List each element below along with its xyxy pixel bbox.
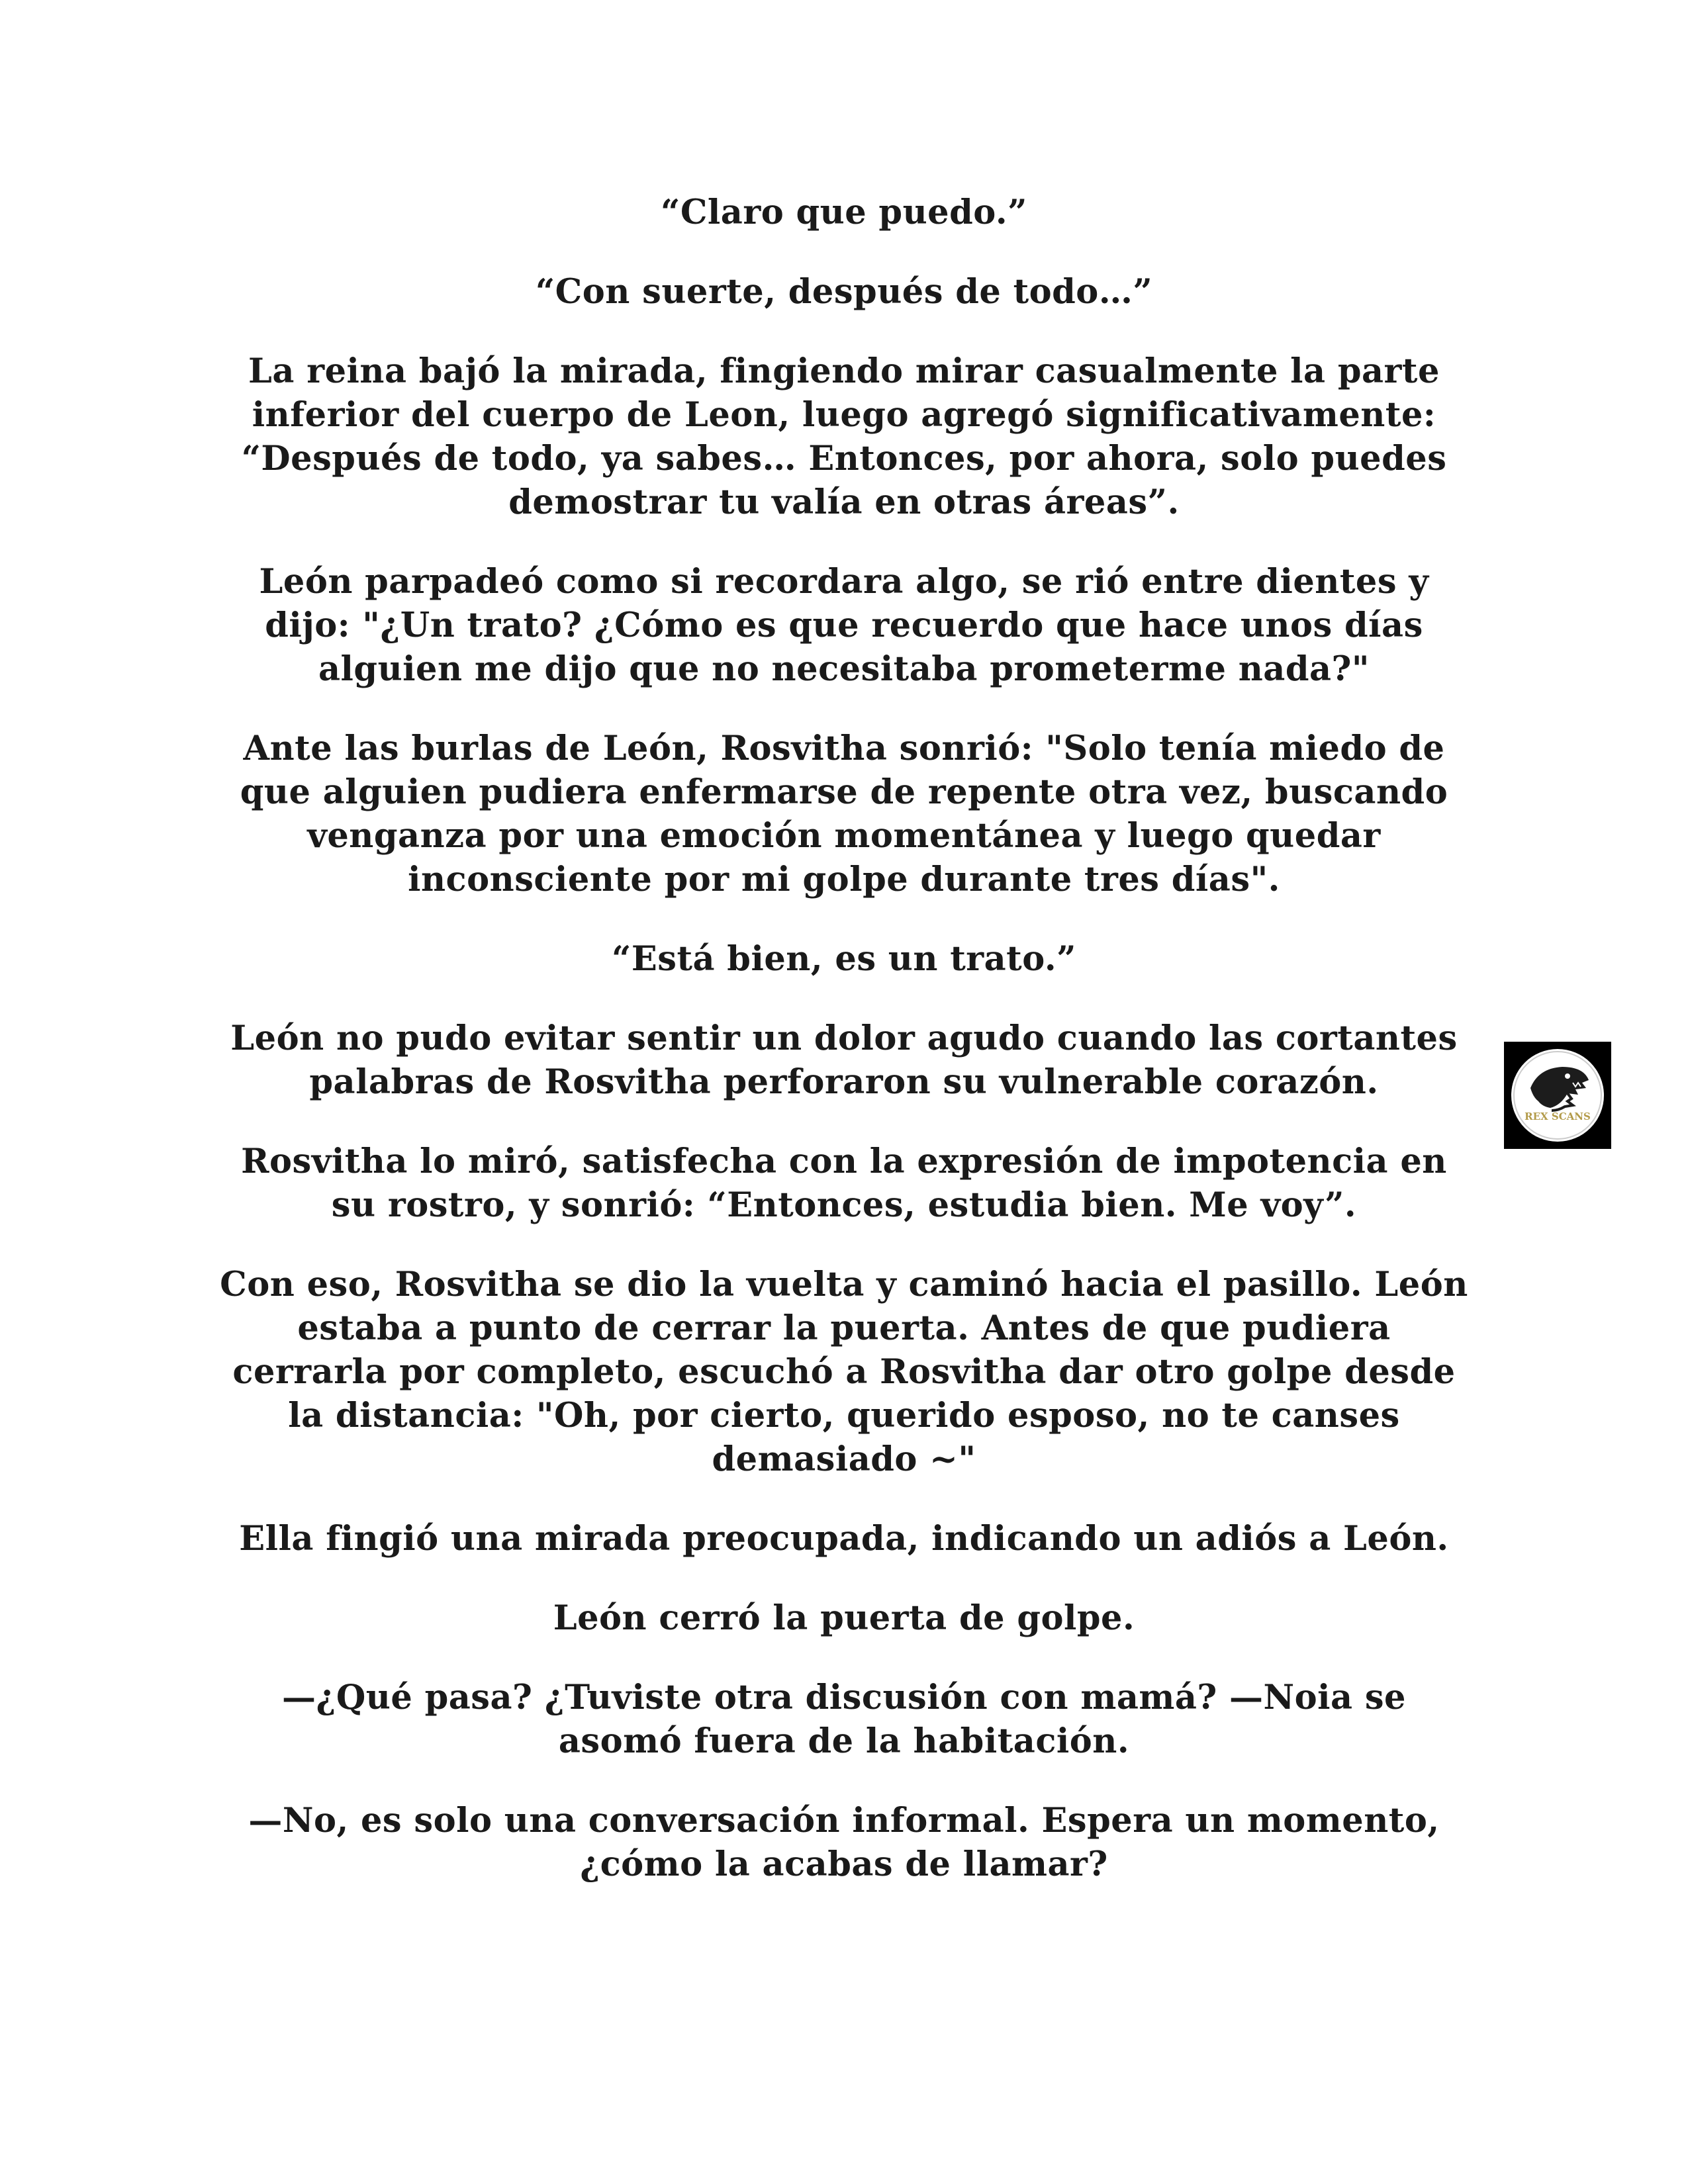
paragraph-7: León no pudo evitar sentir un dolor agudo cuando las cortantes palabras de Rosvitha perforaron su vulnerable corazón. bbox=[230, 1019, 1458, 1102]
paragraph-13: —No, es solo una conversación informal. Espera un momento, ¿cómo la acabas de llamar? bbox=[248, 1801, 1440, 1884]
watermark-text: REX SCANS bbox=[1524, 1111, 1591, 1122]
text-body bbox=[218, 191, 1470, 1922]
paragraph-2: “Con suerte, después de todo…” bbox=[535, 272, 1153, 312]
paragraph-8: Rosvitha lo miró, satisfecha con la expresión de impotencia en su rostro, y sonrió: “Entonces, estudia bien. Me voy”. bbox=[241, 1142, 1447, 1225]
paragraph-3: La reina bajó la mirada, fingiendo mirar casualmente la parte inferior del cuerpo de Leon, luego agregó significativamente: “Después de todo, ya sabes… Entonces, por ahora, solo puedes demostrar tu valía en otras áreas”. bbox=[241, 351, 1447, 522]
paragraph-6: “Está bien, es un trato.” bbox=[612, 939, 1076, 979]
paragraph-4: León parpadeó como si recordara algo, se rió entre dientes y dijo: "¿Un trato? ¿Cómo es que recuerdo que hace unos días alguien me dijo que no necesitaba prometerme nada?" bbox=[259, 562, 1429, 689]
paragraph-5: Ante las burlas de León, Rosvitha sonrió: "Solo tenía miedo de que alguien pudiera enfermarse de repente otra vez, buscando venganza por una emoción momentánea y luego quedar inconsciente por mi golpe durante tres días". bbox=[240, 729, 1448, 899]
paragraph-1: “Claro que puedo.” bbox=[661, 193, 1027, 232]
paragraph-10: Ella fingió una mirada preocupada, indicando un adiós a León. bbox=[239, 1519, 1449, 1559]
paragraph-12: —¿Qué pasa? ¿Tuviste otra discusión con mamá? —Noia se asomó fuera de la habitación. bbox=[282, 1678, 1406, 1761]
watermark-logo bbox=[1504, 1042, 1611, 1149]
dinosaur-logo-icon bbox=[1504, 1042, 1611, 1149]
paragraph-9: Con eso, Rosvitha se dio la vuelta y caminó hacia el pasillo. León estaba a punto de cerrar la puerta. Antes de que pudiera cerrarla por completo, escuchó a Rosvitha dar otro golpe desde la distancia: "Oh, por cierto, querido esposo, no te canses demasiado ~" bbox=[220, 1265, 1468, 1479]
paragraph-11: León cerró la puerta de golpe. bbox=[553, 1598, 1135, 1638]
